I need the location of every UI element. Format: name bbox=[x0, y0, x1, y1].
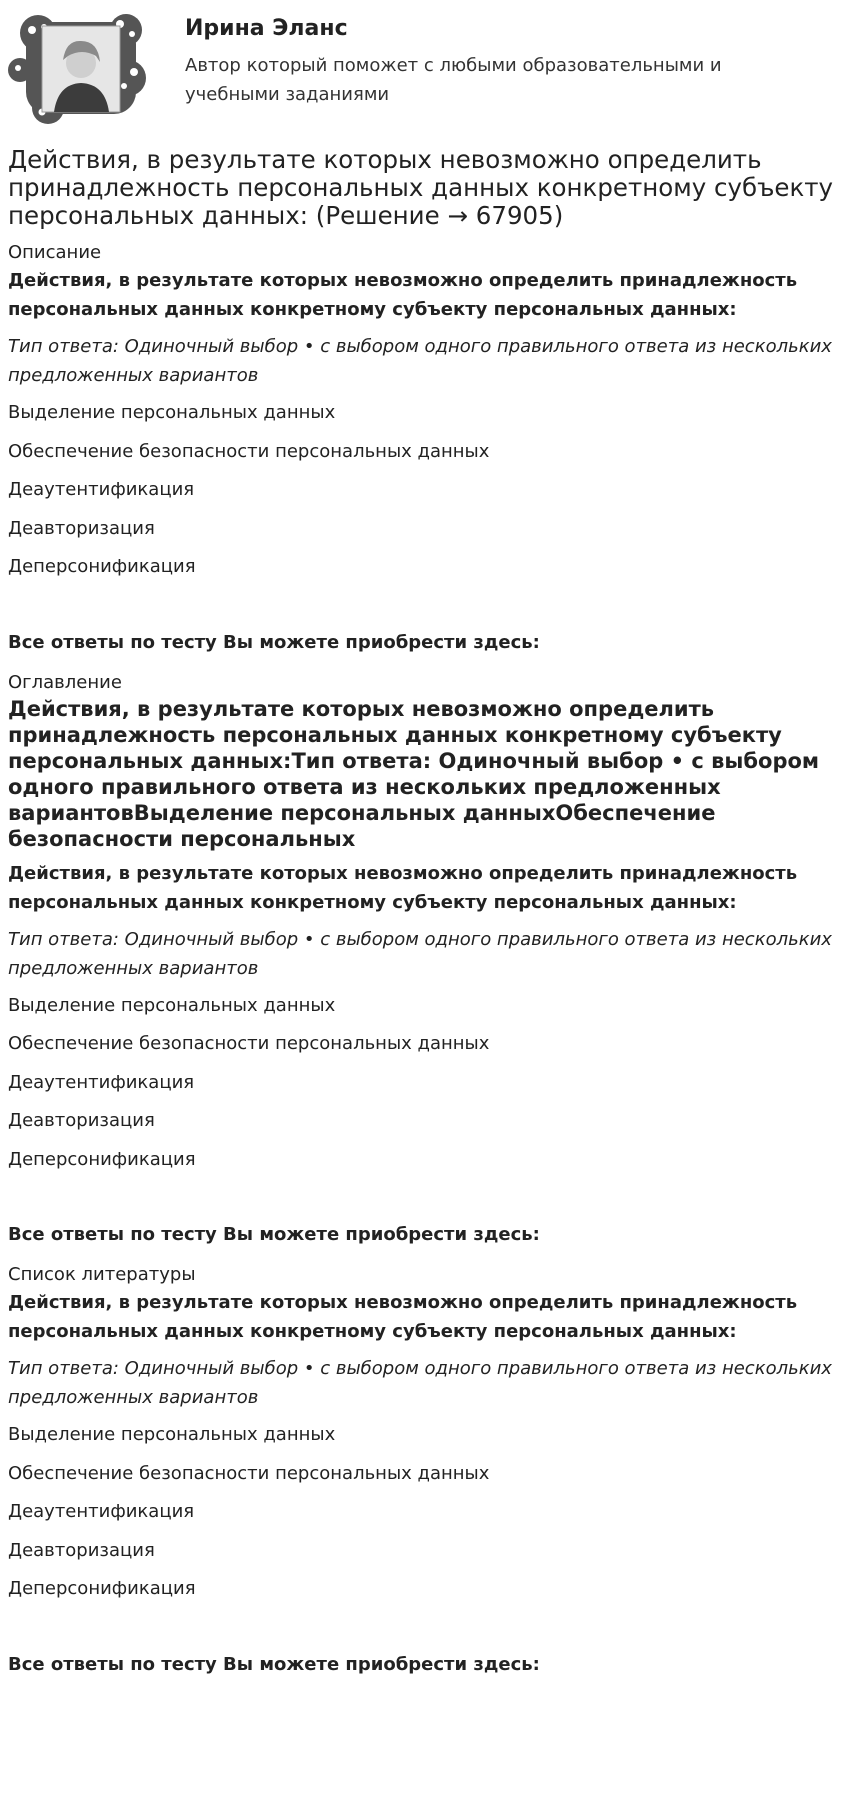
buy-answers-text: Все ответы по тесту Вы можете приобрести здесь: bbox=[8, 1653, 540, 1675]
answer-option: Обеспечение безопасности персональных данных bbox=[8, 440, 490, 462]
answer-option: Обеспечение безопасности персональных данных bbox=[8, 1033, 490, 1054]
answer-option: Деавторизация bbox=[8, 1110, 155, 1131]
answer-option: Деавторизация bbox=[8, 517, 155, 539]
user-photo-icon bbox=[8, 8, 153, 128]
answer-option: Деаутентификация bbox=[8, 1071, 195, 1093]
answer-type: Тип ответа: Одиночный выбор • с выбором одного правильного ответа из нескольких предложенных вариантов bbox=[8, 928, 832, 979]
answer-option: Выделение персональных данных bbox=[8, 994, 336, 1016]
answer-option: Выделение персональных данных bbox=[8, 402, 336, 423]
section-label-toc: Оглавление bbox=[8, 671, 122, 693]
question-text: Действия, в результате которых невозможно определить принадлежность персональных данных конкретному субъекту персональных данных: bbox=[8, 270, 798, 320]
answer-option: Деперсонификация bbox=[8, 556, 196, 577]
answer-type: Тип ответа: Одиночный выбор • с выбором одного правильного ответа из нескольких предложенных вариантов bbox=[8, 1358, 832, 1408]
question-text: Действия, в результате которых невозможно определить принадлежность персональных данных конкретному субъекту персональных данных: bbox=[8, 862, 798, 913]
toc-section bbox=[8, 670, 838, 1249]
spacer bbox=[8, 1614, 838, 1652]
spacer bbox=[8, 592, 838, 630]
answer-option: Деперсонификация bbox=[8, 1578, 196, 1599]
literature-section bbox=[8, 1262, 838, 1678]
buy-answers-text: Все ответы по тесту Вы можете приобрести здесь: bbox=[8, 1224, 540, 1245]
answer-option: Деаутентификация bbox=[8, 479, 195, 500]
buy-answers-text: Все ответы по тесту Вы можете приобрести здесь: bbox=[8, 631, 540, 653]
answer-option: Деперсонификация bbox=[8, 1148, 196, 1170]
main-content bbox=[8, 146, 838, 1692]
avatar[interactable] bbox=[8, 8, 153, 128]
toc-heading: Действия, в результате которых невозможно определить принадлежность персональных данных конкретному субъекту персональных данных:Тип ответа: Одиночный выбор • с выбором одного правильного ответа из нескольких предложенных вариантовВыделение персональных данныхОбеспечение безопасности персональных bbox=[8, 696, 820, 851]
question-text: Действия, в результате которых невозможно определить принадлежность персональных данных конкретному субъекту персональных данных: bbox=[8, 1292, 798, 1342]
answer-option: Деавторизация bbox=[8, 1539, 155, 1561]
section-label-literature: Список литературы bbox=[8, 1264, 196, 1285]
author-description: Автор который поможет с любыми образовательными и учебными заданиями bbox=[185, 55, 722, 105]
author-name[interactable]: Ирина Эланс bbox=[185, 16, 348, 41]
page-title: Действия, в результате которых невозможно определить принадлежность персональных данных конкретному субъекту персональных данных: (Решение → 67905) bbox=[8, 145, 834, 230]
spacer bbox=[8, 1184, 838, 1222]
answer-option: Выделение персональных данных bbox=[8, 1424, 336, 1445]
description-section bbox=[8, 240, 838, 656]
section-label-description: Описание bbox=[8, 242, 102, 263]
answer-option: Деаутентификация bbox=[8, 1501, 195, 1522]
answer-type: Тип ответа: Одиночный выбор • с выбором одного правильного ответа из нескольких предложенных вариантов bbox=[8, 336, 832, 386]
author-block bbox=[8, 8, 838, 128]
answer-option: Обеспечение безопасности персональных данных bbox=[8, 1462, 490, 1484]
